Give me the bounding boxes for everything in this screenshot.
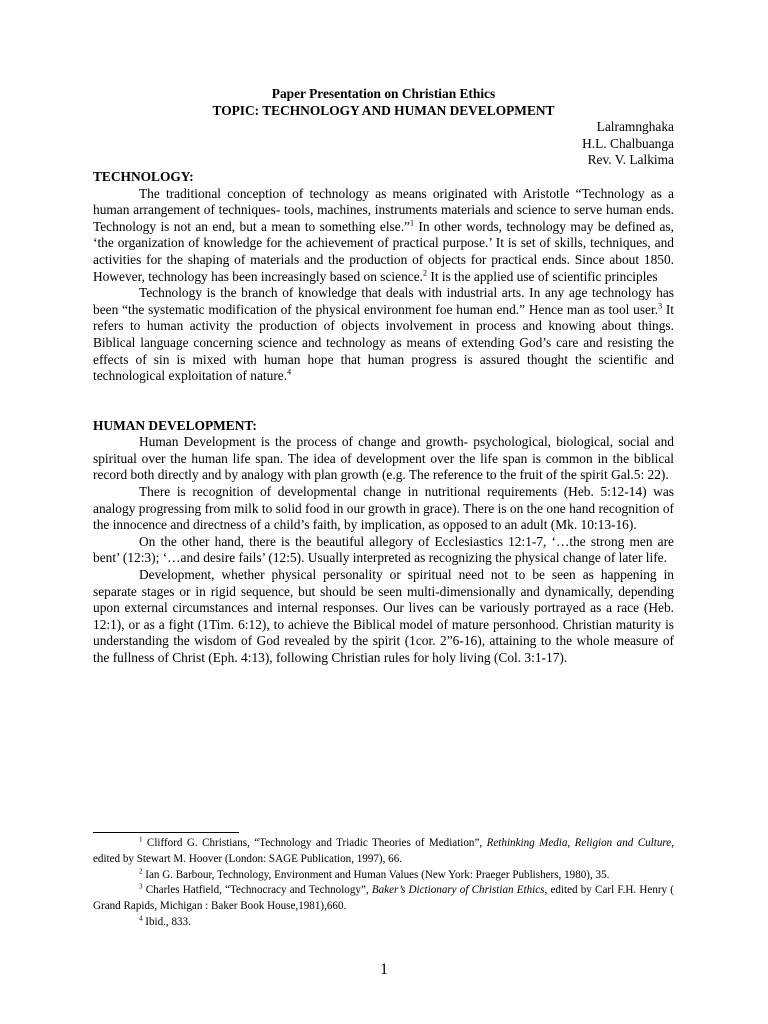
hd-paragraph-4: Development, whether physical personality or spiritual need not to be seen as happening in separate stages or in rigid sequence, but should be seen multi-dimensionally and dynamically, depending upon external circumstances and internal responses. Our lives can be variously portrayed as a race (Heb. 12:1), or as a fight (1Tim. 6:12), to achieve the Biblical model of mature personhood. Christian maturity is understanding the wisdom of God revealed by the spirit (1cor. 2”6-16), attaining to the whole measure of the fullness of Christ (Eph. 4:13), following Christian rules for holy living (Col. 3:1-17).	[93, 567, 674, 665]
author-1: Lalramnghaka	[596, 119, 674, 135]
hd-paragraph-1: Human Development is the process of change and growth- psychological, biological, social and spiritual over the human life span. The idea of development over the life span is common in the biblical record both directly and by analogy with plan growth (e.g. The reference to the fruit of the spirit Gal.5: 22).	[93, 434, 674, 483]
footnote-italic: Rethinking Media, Religion and Culture	[486, 837, 672, 849]
footnote-ref-3[interactable]: 3	[658, 301, 663, 311]
author-2: H.L. Chalbuanga	[582, 135, 674, 151]
footnote-text: Charles Hatfield, “Technocracy and Technology”,	[142, 884, 372, 897]
document-topic: TOPIC: TECHNOLOGY AND HUMAN DEVELOPMENT	[212, 102, 555, 118]
technology-paragraph-2	[93, 285, 674, 385]
text-segment: It refers to human activity the production of objects involvement in process and knowing about things. Biblical language concerning science and technology as means of extending God’s care and resisting the effects of sin is mixed with human hope that human progress is assured thought the scientific and technological exploitation of nature.	[93, 301, 675, 384]
footnote-number: 3	[139, 882, 143, 891]
footnote-number: 2	[139, 866, 143, 875]
footnote-ref-2[interactable]: 2	[423, 268, 428, 278]
footnote-number: 1	[139, 835, 143, 844]
human-development-heading: HUMAN DEVELOPMENT:	[93, 417, 257, 433]
footnote-ref-1[interactable]: 1	[410, 218, 414, 228]
document-body	[93, 86, 674, 667]
footnote-text: Ian G. Barbour, Technology, Environment and Human Values (New York: Praeger Publishers, 1980), 35.	[142, 868, 610, 881]
technology-heading: TECHNOLOGY:	[93, 168, 194, 184]
footnote-number: 4	[139, 914, 143, 923]
document-title: Paper Presentation on Christian Ethics	[271, 86, 496, 101]
footnote-text: Ibid., 833.	[142, 915, 191, 928]
footnote-3	[93, 883, 674, 915]
technology-paragraph-1	[93, 186, 674, 286]
footnote-text: , edited by Carl F.H. Henry ( Grand Rapids, Michigan : Baker Book House,1981),660.	[93, 884, 674, 913]
hd-paragraph-3: On the other hand, there is the beautiful allegory of Ecclesiastics 12:1-7, ‘…the strong men are bent’ (12:3); ‘…and desire fails’ (12:5). Usually interpreted as recognizing the physical change of later life.	[93, 533, 674, 566]
text-segment: The traditional conception of technology as means originated with Aristotle “Technology as a human arrangement of techniques- tools, machines, instruments materials and science to serve human ends. Technology is not an end, but a mean to something else.”	[93, 185, 674, 234]
text-segment: In other words, technology may be defined as, ‘the organization of knowledge for the achievement of practical purpose.’ It is set of skills, techniques, and activities for the shaping of materials and the production of objects for practical ends. Since about 1850. However, technology has been increasingly based on science.	[93, 218, 674, 284]
footnote-text: Clifford G. Christians, “Technology and Triadic Theories of Mediation”,	[142, 837, 487, 849]
footnotes	[93, 832, 674, 931]
hd-paragraph-2: There is recognition of developmental change in nutritional requirements (Heb. 5:12-14) was analogy progressing from milk to solid food in our growth in grace). There is on the one hand recognition of the innocence and directness of a child’s faith, by implication, as opposed to an adult (Mk. 10:13-16).	[93, 484, 674, 533]
footnote-text: , edited by Stewart M. Hoover (London: SAGE Publication, 1997), 66.	[93, 837, 674, 865]
text-segment: Technology is the branch of knowledge that deals with industrial arts. In any age technology has been “the systematic modification of the physical environment foe human end.” Hence man as tool user.	[93, 285, 674, 317]
section-spacer	[93, 385, 674, 418]
footnote-4	[93, 915, 674, 931]
author-3: Rev. V. Lalkima	[587, 152, 674, 168]
footnote-italic: Baker’s Dictionary of Christian Ethics	[371, 884, 545, 897]
text-segment: It is the applied use of scientific principles	[427, 268, 658, 284]
footnote-1	[93, 836, 674, 868]
footnote-separator	[93, 832, 239, 833]
footnote-2	[93, 868, 674, 884]
page-number: 1	[380, 961, 388, 978]
footnote-ref-4[interactable]: 4	[287, 367, 292, 377]
